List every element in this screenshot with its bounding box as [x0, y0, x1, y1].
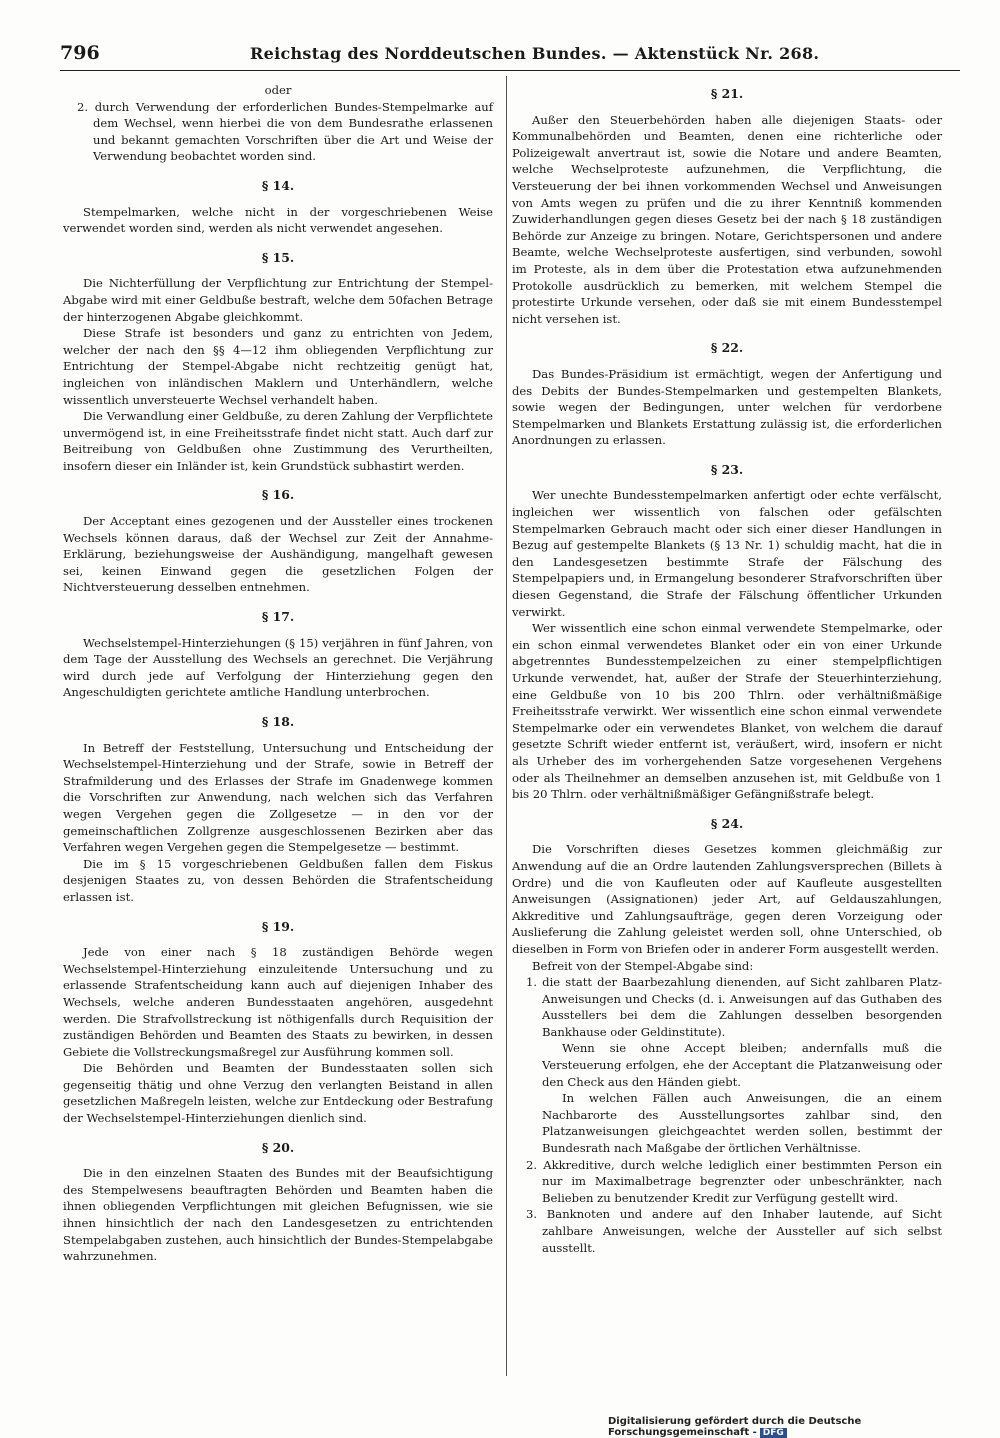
column-divider: [506, 76, 507, 1376]
running-head: Reichstag des Norddeutschen Bundes. — Aktenstück Nr. 268.: [250, 44, 820, 63]
paragraph: Die im § 15 vorgeschriebenen Geldbußen fallen dem Fiskus desjenigen Staates zu, von dessen Behörden die Strafentscheidung erlassen ist.: [63, 856, 493, 904]
section-heading: § 15.: [261, 249, 295, 265]
paragraph: Wechselstempel-Hinterziehungen (§ 15) verjähren in fünf Jahren, von dem Tage der Ausstellung des Wechsels an gerechnet. Die Verjährung wird durch jede auf Verfolgung der Hinterziehung gegen den Angeschuldigten gerichtete amtliche Handlung unterbrochen.: [63, 635, 493, 700]
paragraph: Außer den Steuerbehörden haben alle diejenigen Staats- oder Kommunalbehörden und Beamten, denen eine richterliche oder Polizeigewalt anvertraut ist, sowie die Notare und andere Beamten, welche Wechselproteste aufzunehmen, die Verpflichtung, die Versteuerung der bei ihnen vorkommenden Wechsel und Anweisungen von Amts wegen zu prüfen und die zu ihrer Kenntniß kommenden Zuwiderhandlungen gegen dieses Gesetz bei der nach § 18 zuständigen Behörde zur Anzeige zu bringen. Notare, Gerichtspersonen und andere Beamte, welche Wechselproteste ausfertigen, sind verbunden, sowohl im Proteste, als in dem über die Protestation etwa aufzunehmenden Protokolle ausdrücklich zu bemerken, mit welchem Stempel die protestirte Urkunde versehen, oder daß sie mit einem Bundesstempel nicht versehen ist.: [512, 112, 942, 326]
paragraph: Die Verwandlung einer Geldbuße, zu deren Zahlung der Verpflichtete unvermögend ist, in eine Freiheitsstrafe findet nicht statt. Auch darf zur Beitreibung von Geldbußen ohne Zustimmung des Verurtheilten, insofern dieser ein Inländer ist, kein Grundstück subhastirt werden.: [63, 409, 493, 473]
section-heading: § 19.: [261, 918, 295, 934]
header-rule: [60, 70, 960, 71]
section-heading: § 17.: [261, 609, 295, 625]
paragraph: Wer wissentlich eine schon einmal verwendete Stempelmarke, oder ein schon einmal verwendetes Blanket oder ein von einer Urkunde abgetrenntes Bundesstempelzeichen zu einer stempelpflichtigen Urkunde verwendet, hat, außer der Strafe der Steuerhinterziehung, eine Geldbuße von 10 bis 200 Thlrn. oder verhältnißmäßige Freiheitsstrafe verwirkt. Wer wissentlich eine schon einmal verwendete Stempelmarke oder ein verwendetes Blanket, von welchem die darauf gesetzte Schrift wieder entfernt ist, veräußert, wird, insofern er nicht als Urheber des im vorhergehenden Satze vorgesehenen Vergehens oder als Theilnehmer an demselben anzusehen ist, mit Geldbuße von 1 bis 20 Thlrn. oder verhältnißmäßiger Gefängnißstrafe belegt.: [512, 621, 942, 802]
list-item: 1. die statt der Baarbezahlung dienenden, auf Sicht zahlbaren Platz-Anweisungen und Checks (d. i. Anweisungen auf das Guthaben des Ausstellers bei dem die Zahlungen desselben besorgenden Bankhause oder Geldinstitute).: [526, 975, 942, 1039]
paragraph: Diese Strafe ist besonders und ganz zu entrichten von Jedem, welcher der nach den §§ 4—12 ihm obliegenden Verpflichtung zur Entrichtung der Stempel-Abgabe nicht rechtzeitig genügt hat, ingleichen von inländischen Maklern und Unterhändlern, welche wissentlich unversteuerte Wechsel verhandelt haben.: [63, 326, 493, 407]
paragraph: Die Vorschriften dieses Gesetzes kommen gleichmäßig zur Anwendung auf die an Ordre lautenden Zahlungsversprechen (Billets à Ordre) und die von Kaufleuten oder auf Kaufleute ausgestellten Anweisungen (Assignationen) jeder Art, auf Geldauszahlungen, Akkreditive und Zahlungsaufträge, gegen deren Vorzeigung oder Auslieferung die Zahlung geleistet werden soll, ohne Unterschied, ob dieselben in Form von Briefen oder in anderer Form ausgestellt werden.: [512, 842, 942, 956]
left-column: [63, 82, 493, 1265]
section-heading: § 14.: [261, 177, 295, 193]
section-heading: § 16.: [261, 487, 295, 503]
section-heading: § 21.: [710, 86, 744, 101]
digitization-credit: [608, 1416, 1000, 1438]
paragraph: Die in den einzelnen Staaten des Bundes mit der Beaufsichtigung des Stempelwesens beauftragten Behörden und Beamten haben die ihnen obliegenden Verpflichtungen mit gleichen Befugnissen, wie sie ihnen hinsichtlich der nach den Landesgesetzen zu entrichtenden Stempelabgaben zustehen, auch hinsichtlich der Bundes-Stempelabgabe wahrzunehmen.: [63, 1166, 493, 1264]
dfg-logo: DFG: [760, 1428, 787, 1438]
page-number: 796: [60, 42, 100, 64]
list-item: 3. Banknoten und andere auf den Inhaber lautende, auf Sicht zahlbare Anweisungen, welche der Aussteller auf sich selbst ausstellt.: [526, 1207, 942, 1255]
paragraph: Stempelmarken, welche nicht in der vorgeschriebenen Weise verwendet worden sind, werden als nicht verwendet angesehen.: [63, 204, 493, 236]
paragraph: Die Nichterfüllung der Verpflichtung zur Entrichtung der Stempel-Abgabe wird mit einer Geldbuße bestraft, welche dem 50fachen Betrage der hinterzogenen Abgabe gleichkommt.: [63, 276, 493, 324]
footer-text: Digitalisierung gefördert durch die Deutsche Forschungsgemeinschaft -: [608, 1416, 862, 1438]
list-subparagraph: Wenn sie ohne Accept bleiben; andernfalls muß die Versteuerung erfolgen, ehe der Acceptant die Platzanweisung oder den Check aus den Händen giebt.: [542, 1041, 942, 1089]
paragraph: Das Bundes-Präsidium ist ermächtigt, wegen der Anfertigung und des Debits der Bundes-Stempelmarken und gestempelten Blankets, sowie wegen der Bedingungen, unter welchen für verdorbene Stempelmarken und Blankets Erstattung zulässig ist, die erforderlichen Anordnungen zu erlassen.: [512, 366, 942, 448]
paragraph: In Betreff der Feststellung, Untersuchung und Entscheidung der Wechselstempel-Hinterziehung und der Strafe, sowie in Betreff der Strafmilderung und des Erlasses der Strafe im Gnadenwege kommen die Vorschriften zur Anwendung, nach welchen sich das Verfahren wegen Vergehen gegen die Zollgesetze — in den vor der gemeinschaftlichen Zollgrenze ausgeschlossenen Bezirken aber das Verfahren wegen Vergehen gegen die Stempelgesetze — bestimmt.: [63, 740, 493, 855]
section-heading: § 24.: [710, 815, 744, 831]
paragraph: Jede von einer nach § 18 zuständigen Behörde wegen Wechselstempel-Hinterziehung einzuleitende Untersuchung und zu erlassende Strafentscheidung kann auch auf diejenigen Inhaber des Wechsels, welche anderen Bundesstaaten angehören, ausgedehnt werden. Die Strafvollstreckung ist nöthigenfalls durch Requisition der zuständigen Behörden und Beamten des Staats zu bewirken, in dessen Gebiete die Vollstreckungsmaßregel zur Ausführung kommen soll.: [63, 945, 493, 1059]
section-heading: § 23.: [710, 461, 744, 477]
paragraph: Der Acceptant eines gezogenen und der Aussteller eines trockenen Wechsels können daraus, daß der Wechsel zur Zeit der Annahme-Erklärung, beziehungsweise der Aushändigung, mangelhaft gewesen sei, keinen Einwand gegen die gesetzlichen Folgen der Nichtversteuerung desselben entnehmen.: [63, 514, 493, 595]
right-column: [512, 82, 942, 1256]
list-item: 2. Akkreditive, durch welche lediglich einer bestimmten Person ein nur im Maximalbetrage begrenzter oder unbeschränkter, nach Belieben zu benutzender Kredit zur Verfügung gestellt wird.: [526, 1157, 942, 1205]
page-header: [60, 42, 960, 68]
section-heading: § 18.: [261, 714, 295, 729]
paragraph: Wer unechte Bundesstempelmarken anfertigt oder echte verfälscht, ingleichen wer wissentlich von falschen oder gefälschten Stempelmarken Gebrauch macht oder sich einer dieser Handlungen in Bezug auf gestempelte Blankets (§ 13 Nr. 1) schuldig macht, hat die in den Landesgesetzen bestimmte Strafe der Fälschung des Stempelpapiers und, in Ermangelung besonderer Strafvorschriften über diesen Gegenstand, die Strafe der Fälschung öffentlicher Urkunden verwirkt.: [512, 488, 942, 619]
section-heading: § 22.: [710, 340, 744, 356]
list-subparagraph: In welchen Fällen auch Anweisungen, die an einem Nachbarorte des Ausstellungsortes zahlbar sind, den Platzanweisungen gleichgeachtet werden sollen, bestimmt der Bundesrath nach Maßgabe der örtlichen Verhältnisse.: [542, 1091, 942, 1156]
paragraph: Die Behörden und Beamten der Bundesstaaten sollen sich gegenseitig thätig und ohne Verzug den verlangten Beistand in allen gesetzlichen Maßregeln leisten, welche zur Entdeckung oder Bestrafung der Wechselstempel-Hinterziehungen dienlich sind.: [63, 1061, 493, 1126]
list-item: 2. durch Verwendung der erforderlichen Bundes-Stempelmarke auf dem Wechsel, wenn hierbei die von dem Bundesrathe erlassenen und bekannt gemachten Vorschriften über die Art und Weise der Verwendung beobachtet worden sind.: [77, 99, 493, 164]
section-heading: § 20.: [261, 1139, 295, 1155]
paragraph: oder: [264, 83, 292, 97]
paragraph: Befreit von der Stempel-Abgabe sind:: [532, 958, 754, 973]
